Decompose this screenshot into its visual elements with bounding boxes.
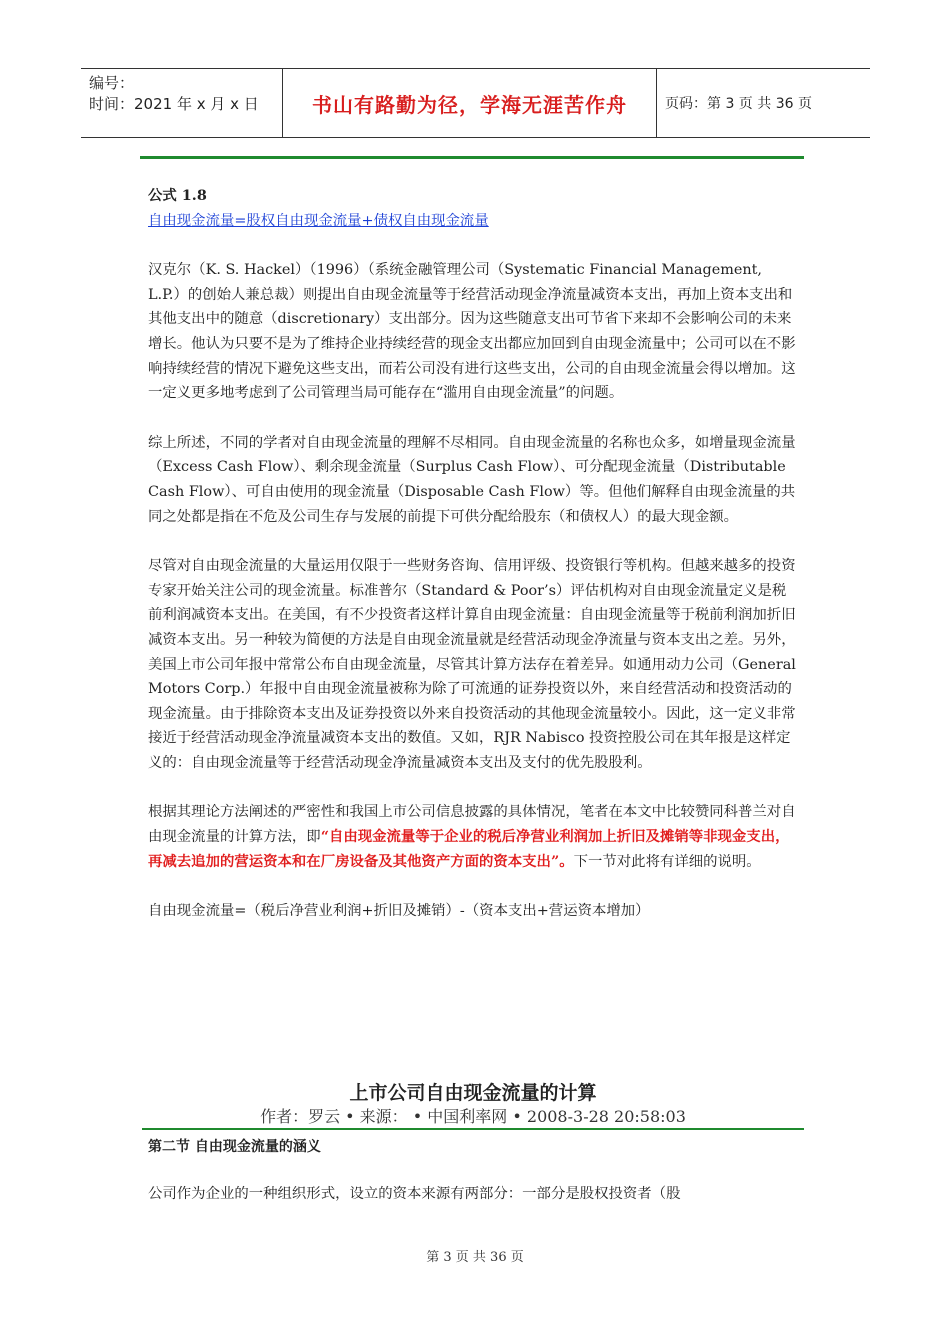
- paragraph-company: 公司作为企业的一种组织形式，设立的资本来源有两部分：一部分是股权投资者（股: [148, 1186, 681, 1202]
- formula-title: 公式 1.8: [148, 187, 207, 204]
- number-label: 编号：: [89, 74, 135, 92]
- paragraph-usage: 尽管对自由现金流量的大量运用仅限于一些财务咨询、信用评级、投资银行等机构。但越来越多的投资专家开始关注公司的现金流量。标准普尔（Standard & Poor’s）评估机构对自由现金流量定义是税前利润减资本支出。在美国，有不少投资者这样计算自由现金流量：自由现金流量等于税前利润加折旧减资本支出。另一种较为简便的方法是自由现金流量就是经营活动现金净流量与资本支出之差。另外，美国上市公司年报中常常公布自由现金流量，尽管其计算方法存在着差异。如通用动力公司（General Motors Corp.）年报中自由现金流量被称为除了可流通的证券投资以外，来自经营活动和投资活动的现金流量。由于排除资本支出及证券投资以外来自投资活动的其他现金流量较小。因此，这一定义非常接近于经营活动现金净流量减资本支出的数值。又如，RJR Nabisco 投资控股公司在其年报是这样定义的：自由现金流量等于经营活动现金净流量减资本支出及支付的优先股股利。: [148, 558, 796, 771]
- header-motto-cell: [283, 69, 657, 137]
- copeland-definition: “自由现金流量等于企业的税后净营业利润加上折旧及摊销等非现金支出，再减去追加的营运资本和在厂房设备及其他资产方面的资本支出”。: [148, 828, 790, 870]
- article-byline: 作者：罗云 • 来源： • 中国利率网 • 2008-3-28 20:58:03: [260, 1107, 686, 1126]
- paragraph-copeland: [148, 800, 798, 874]
- section-title: 第二节 自由现金流量的涵义: [148, 1139, 321, 1155]
- motto: 书山有路勤为径，学海无涯苦作舟: [312, 92, 627, 117]
- formula-link[interactable]: 自由现金流量=股权自由现金流量+债权自由现金流量: [148, 212, 489, 229]
- header-table: [81, 68, 870, 138]
- document-body: [148, 184, 798, 924]
- time-label: 时间：2021 年 x 月 x 日: [89, 95, 259, 113]
- page-label: 页码：第 3 页 共 36 页: [665, 96, 812, 112]
- header-meta: [81, 69, 283, 137]
- paragraph-hackel: 汉克尔（K. S. Hackel）（1996）（系统金融管理公司（Systematic Financial Management, L.P.）的创始人兼总裁）则提出自由现金流量等于经营活动现金净流量减资本支出，再加上资本支出和其他支出中的随意（discretionary）支出部分。因为这些随意支出可节省下来却不会影响公司的未来增长。他认为只要不是为了维持企业持续经营的现金支出都应加回到自由现金流量中；公司可以在不影响持续经营的情况下避免这些支出，而若公司没有进行这些支出，公司的自由现金流量会得以增加。这一定义更多地考虑到了公司管理当局可能存在“滥用自由现金流量”的问题。: [148, 262, 796, 402]
- article-title: 上市公司自由现金流量的计算: [349, 1082, 597, 1104]
- formula-line: 自由现金流量=（税后净营业利润+折旧及摊销）-（资本支出+营运资本增加）: [148, 903, 650, 920]
- page-footer: 第 3 页 共 36 页: [426, 1250, 524, 1265]
- paragraph-summary: 综上所述，不同的学者对自由现金流量的理解不尽相同。自由现金流量的名称也众多，如增量现金流量（Excess Cash Flow）、剩余现金流量（Surplus Cash Flow）、可分配现金流量（Distributable Cash Flow）、可自由使用的现金流量（Disposable Cash Flow）等。但他们解释自由现金流量的共同之处都是指在不危及公司生存与发展的前提下可供分配给股东（和债权人）的最大现金额。: [148, 434, 796, 525]
- copeland-text-before: 根据其理论方法阐述的严密性和我国上市公司信息披露的具体情况，笔者在本文中比较赞同科普兰对自由现金流量的计算方法，即: [148, 804, 796, 846]
- header-page-cell: [657, 69, 870, 137]
- copeland-text-after: 下一节对此将有详细的说明。: [573, 853, 761, 870]
- green-divider: [140, 156, 804, 159]
- green-divider-2: [142, 1128, 804, 1130]
